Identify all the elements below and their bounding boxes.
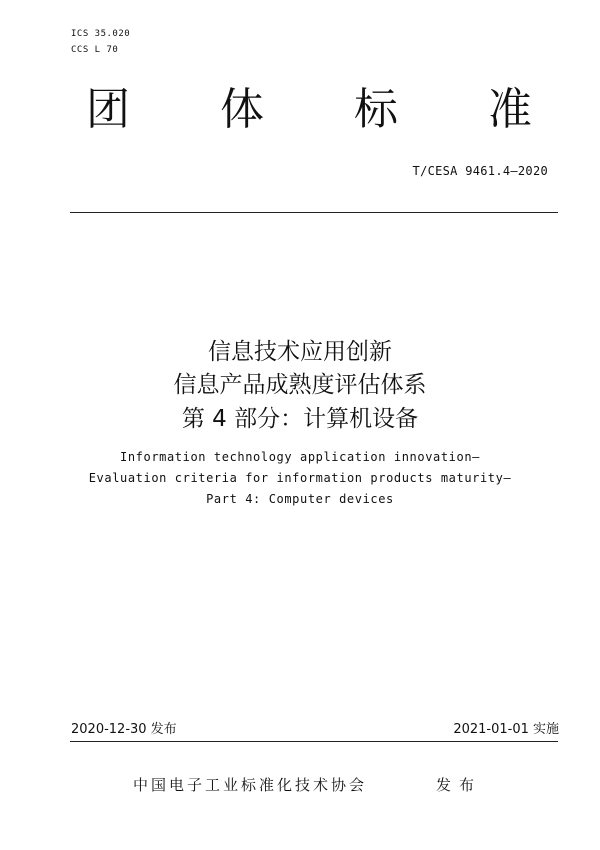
ccs-code: CCS L 70 (71, 45, 119, 55)
chinese-title-line-1: 信息技术应用创新 (208, 339, 392, 365)
standard-code: T/CESA 9461.4—2020 (412, 164, 548, 178)
top-divider (70, 212, 558, 213)
english-title-line-1: Information technology application innovation— (120, 450, 480, 464)
implementation-date: 2021-01-01 实施 (453, 722, 559, 737)
title-char-1: 团 (86, 84, 130, 135)
publish-label: 发布 (436, 776, 483, 794)
chinese-title-line-3: 第 4 部分：计算机设备 (181, 406, 419, 432)
publishing-organization: 中国电子工业标准化技术协会 (133, 776, 368, 794)
title-char-2: 体 (220, 84, 264, 135)
standard-type-title (86, 84, 532, 135)
english-title-line-3: Part 4: Computer devices (206, 492, 394, 506)
chinese-title-line-2: 信息产品成熟度评估体系 (173, 372, 427, 398)
ics-code: ICS 35.020 (71, 29, 131, 39)
bottom-divider (70, 741, 558, 742)
title-char-4: 准 (488, 84, 532, 135)
issue-date: 2020-12-30 发布 (71, 722, 177, 737)
title-char-3: 标 (354, 84, 398, 135)
english-title-line-2: Evaluation criteria for information products maturity— (88, 471, 512, 485)
